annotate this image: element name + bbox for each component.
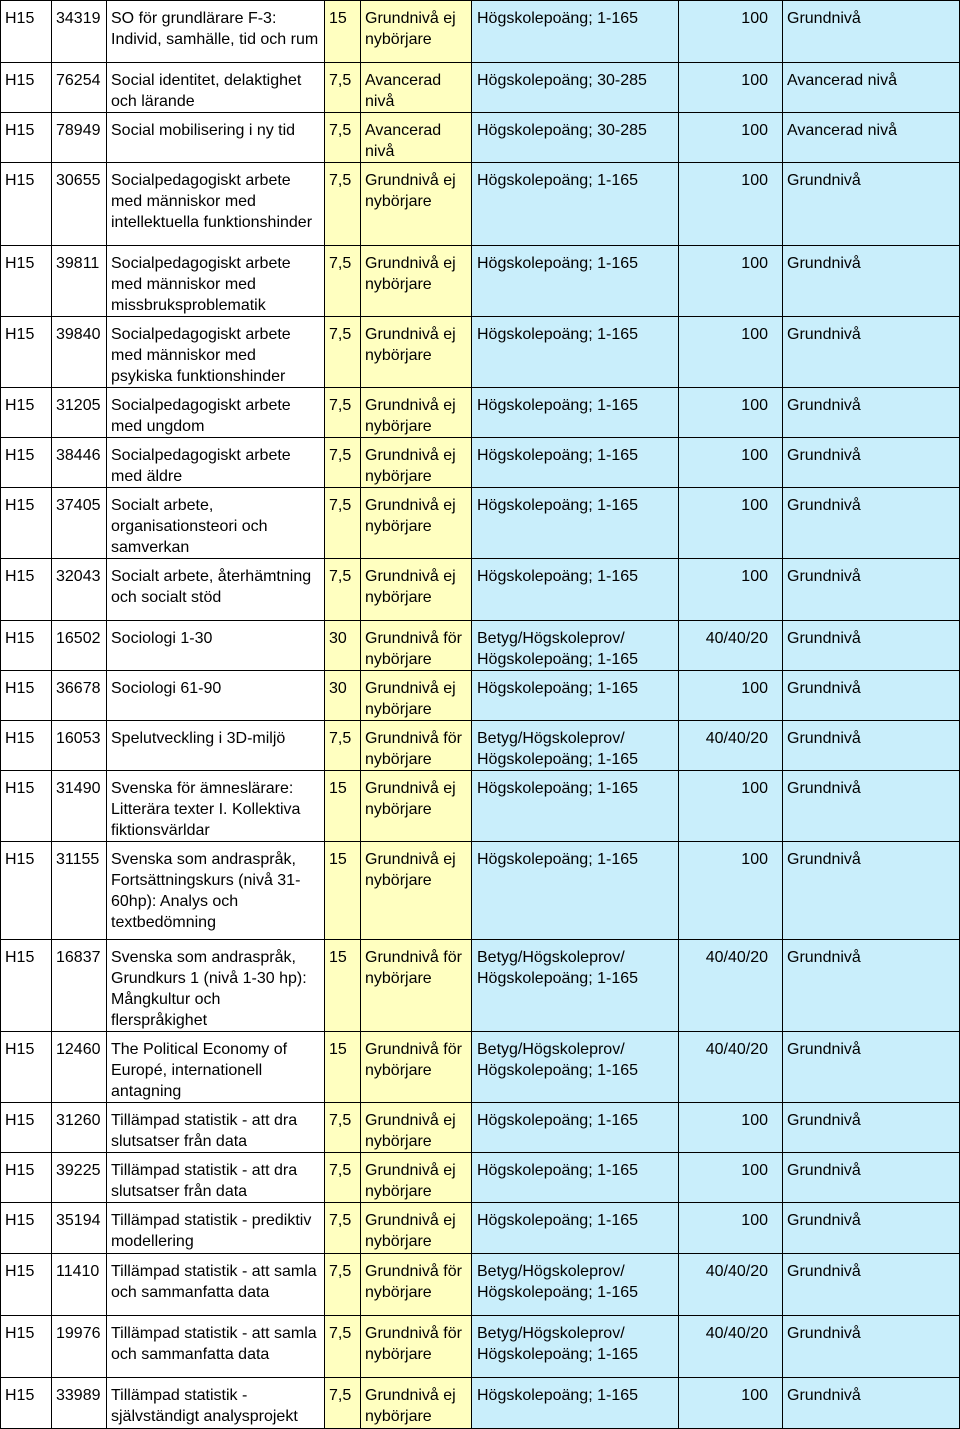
points-cell: 100 — [679, 438, 783, 488]
level-cell: Grundnivå — [783, 1032, 960, 1103]
term-cell: H15 — [1, 671, 52, 721]
course-code-cell: 78949 — [52, 113, 107, 163]
table-row — [1, 842, 960, 940]
level-cell: Avancerad nivå — [783, 113, 960, 163]
course-code-cell: 31260 — [52, 1103, 107, 1153]
table-row — [1, 1, 960, 63]
course-level-cell: Grundnivå för nybörjare — [361, 621, 472, 671]
requirement-cell: Betyg/Högskoleprov/ Högskolepoäng; 1-165 — [472, 621, 679, 671]
course-code-cell: 34319 — [52, 1, 107, 63]
credits-cell: 7,5 — [325, 559, 361, 621]
credits-cell: 7,5 — [325, 388, 361, 438]
level-cell: Grundnivå — [783, 317, 960, 388]
requirement-cell: Högskolepoäng; 1-165 — [472, 842, 679, 940]
points-cell: 100 — [679, 388, 783, 438]
credits-cell: 7,5 — [325, 488, 361, 559]
term-cell: H15 — [1, 1254, 52, 1316]
credits-cell: 7,5 — [325, 438, 361, 488]
credits-cell: 7,5 — [325, 317, 361, 388]
course-code-cell: 12460 — [52, 1032, 107, 1103]
term-cell: H15 — [1, 1153, 52, 1203]
table-row — [1, 113, 960, 163]
level-cell: Grundnivå — [783, 1254, 960, 1316]
term-cell: H15 — [1, 246, 52, 317]
course-code-cell: 31490 — [52, 771, 107, 842]
course-code-cell: 39840 — [52, 317, 107, 388]
level-cell: Grundnivå — [783, 1, 960, 63]
points-cell: 100 — [679, 488, 783, 559]
term-cell: H15 — [1, 163, 52, 246]
course-code-cell: 37405 — [52, 488, 107, 559]
requirement-cell: Högskolepoäng; 1-165 — [472, 771, 679, 842]
requirement-cell: Högskolepoäng; 1-165 — [472, 488, 679, 559]
table-row — [1, 1153, 960, 1203]
credits-cell: 30 — [325, 621, 361, 671]
credits-cell: 7,5 — [325, 1316, 361, 1378]
term-cell: H15 — [1, 488, 52, 559]
requirement-cell: Högskolepoäng; 1-165 — [472, 1103, 679, 1153]
term-cell: H15 — [1, 621, 52, 671]
course-level-cell: Grundnivå ej nybörjare — [361, 559, 472, 621]
course-name-cell: Socialpedagogiskt arbete med människor med intellektuella funktionshinder — [107, 163, 325, 246]
credits-cell: 15 — [325, 842, 361, 940]
points-cell: 100 — [679, 842, 783, 940]
points-cell: 100 — [679, 1153, 783, 1203]
term-cell: H15 — [1, 113, 52, 163]
table-row — [1, 317, 960, 388]
course-name-cell: Socialpedagogiskt arbete med äldre — [107, 438, 325, 488]
course-level-cell: Grundnivå ej nybörjare — [361, 842, 472, 940]
course-name-cell: Socialt arbete, återhämtning och socialt stöd — [107, 559, 325, 621]
requirement-cell: Högskolepoäng; 1-165 — [472, 163, 679, 246]
requirement-cell: Betyg/Högskoleprov/ Högskolepoäng; 1-165 — [472, 1032, 679, 1103]
course-name-cell: Tillämpad statistik - prediktiv modellering — [107, 1203, 325, 1254]
course-name-cell: SO för grundlärare F-3: Individ, samhälle, tid och rum — [107, 1, 325, 63]
points-cell: 40/40/20 — [679, 721, 783, 771]
requirement-cell: Högskolepoäng; 1-165 — [472, 559, 679, 621]
table-row — [1, 1254, 960, 1316]
points-cell: 40/40/20 — [679, 1032, 783, 1103]
course-code-cell: 16502 — [52, 621, 107, 671]
term-cell: H15 — [1, 771, 52, 842]
credits-cell: 15 — [325, 771, 361, 842]
credits-cell: 7,5 — [325, 1103, 361, 1153]
course-name-cell: Svenska som andraspråk, Fortsättningskurs (nivå 31-60hp): Analys och textbedömning — [107, 842, 325, 940]
course-level-cell: Grundnivå ej nybörjare — [361, 388, 472, 438]
requirement-cell: Högskolepoäng; 1-165 — [472, 438, 679, 488]
course-code-cell: 38446 — [52, 438, 107, 488]
course-level-cell: Grundnivå ej nybörjare — [361, 1153, 472, 1203]
requirement-cell: Högskolepoäng; 30-285 — [472, 63, 679, 113]
points-cell: 100 — [679, 671, 783, 721]
term-cell: H15 — [1, 1032, 52, 1103]
course-name-cell: Sociologi 1-30 — [107, 621, 325, 671]
credits-cell: 15 — [325, 940, 361, 1032]
requirement-cell: Högskolepoäng; 1-165 — [472, 671, 679, 721]
points-cell: 100 — [679, 113, 783, 163]
term-cell: H15 — [1, 940, 52, 1032]
level-cell: Grundnivå — [783, 1103, 960, 1153]
term-cell: H15 — [1, 721, 52, 771]
term-cell: H15 — [1, 1103, 52, 1153]
table-row — [1, 1203, 960, 1254]
table-row — [1, 163, 960, 246]
table-row — [1, 721, 960, 771]
course-name-cell: Svenska som andraspråk, Grundkurs 1 (nivå 1-30 hp): Mångkultur och flerspråkighet — [107, 940, 325, 1032]
points-cell: 100 — [679, 163, 783, 246]
points-cell: 100 — [679, 1, 783, 63]
level-cell: Grundnivå — [783, 671, 960, 721]
term-cell: H15 — [1, 1378, 52, 1429]
requirement-cell: Högskolepoäng; 30-285 — [472, 113, 679, 163]
requirement-cell: Högskolepoäng; 1-165 — [472, 388, 679, 438]
course-name-cell: Socialpedagogiskt arbete med människor med psykiska funktionshinder — [107, 317, 325, 388]
course-name-cell: Svenska för ämneslärare: Litterära texter I. Kollektiva fiktionsvärldar — [107, 771, 325, 842]
course-level-cell: Grundnivå ej nybörjare — [361, 488, 472, 559]
course-name-cell: Sociologi 61-90 — [107, 671, 325, 721]
credits-cell: 15 — [325, 1, 361, 63]
level-cell: Grundnivå — [783, 438, 960, 488]
points-cell: 100 — [679, 246, 783, 317]
level-cell: Grundnivå — [783, 1203, 960, 1254]
course-level-cell: Avancerad nivå — [361, 63, 472, 113]
level-cell: Grundnivå — [783, 621, 960, 671]
course-code-cell: 39225 — [52, 1153, 107, 1203]
requirement-cell: Betyg/Högskoleprov/ Högskolepoäng; 1-165 — [472, 1254, 679, 1316]
points-cell: 100 — [679, 1203, 783, 1254]
table-row — [1, 621, 960, 671]
course-code-cell: 76254 — [52, 63, 107, 113]
course-code-cell: 16053 — [52, 721, 107, 771]
table-row — [1, 1378, 960, 1429]
credits-cell: 7,5 — [325, 1378, 361, 1429]
course-name-cell: Tillämpad statistik - att dra slutsatser från data — [107, 1103, 325, 1153]
requirement-cell: Högskolepoäng; 1-165 — [472, 317, 679, 388]
level-cell: Grundnivå — [783, 1316, 960, 1378]
credits-cell: 7,5 — [325, 1203, 361, 1254]
points-cell: 100 — [679, 559, 783, 621]
course-name-cell: The Political Economy of Europé, internationell antagning — [107, 1032, 325, 1103]
level-cell: Grundnivå — [783, 1378, 960, 1429]
table-row — [1, 246, 960, 317]
points-cell: 100 — [679, 63, 783, 113]
level-cell: Grundnivå — [783, 842, 960, 940]
course-code-cell: 31155 — [52, 842, 107, 940]
course-name-cell: Tillämpad statistik - att samla och sammanfatta data — [107, 1254, 325, 1316]
table-row — [1, 438, 960, 488]
course-name-cell: Socialpedagogiskt arbete med ungdom — [107, 388, 325, 438]
table-row — [1, 388, 960, 438]
course-name-cell: Social identitet, delaktighet och lärande — [107, 63, 325, 113]
points-cell: 100 — [679, 1103, 783, 1153]
course-code-cell: 32043 — [52, 559, 107, 621]
course-level-cell: Grundnivå ej nybörjare — [361, 1203, 472, 1254]
points-cell: 40/40/20 — [679, 1254, 783, 1316]
term-cell: H15 — [1, 1316, 52, 1378]
term-cell: H15 — [1, 559, 52, 621]
table-row — [1, 559, 960, 621]
term-cell: H15 — [1, 1, 52, 63]
course-code-cell: 35194 — [52, 1203, 107, 1254]
course-name-cell: Tillämpad statistik - självständigt analysprojekt — [107, 1378, 325, 1429]
course-code-cell: 11410 — [52, 1254, 107, 1316]
course-level-cell: Grundnivå ej nybörjare — [361, 163, 472, 246]
course-level-cell: Avancerad nivå — [361, 113, 472, 163]
term-cell: H15 — [1, 317, 52, 388]
table-row — [1, 940, 960, 1032]
course-name-cell: Tillämpad statistik - att dra slutsatser från data — [107, 1153, 325, 1203]
course-code-cell: 16837 — [52, 940, 107, 1032]
course-level-cell: Grundnivå ej nybörjare — [361, 317, 472, 388]
points-cell: 100 — [679, 771, 783, 842]
term-cell: H15 — [1, 63, 52, 113]
table-row — [1, 1032, 960, 1103]
credits-cell: 7,5 — [325, 1254, 361, 1316]
points-cell: 40/40/20 — [679, 1316, 783, 1378]
table-row — [1, 671, 960, 721]
course-code-cell: 30655 — [52, 163, 107, 246]
credits-cell: 7,5 — [325, 721, 361, 771]
table-row — [1, 1103, 960, 1153]
term-cell: H15 — [1, 388, 52, 438]
level-cell: Grundnivå — [783, 246, 960, 317]
credits-cell: 7,5 — [325, 63, 361, 113]
course-level-cell: Grundnivå ej nybörjare — [361, 1, 472, 63]
table-row — [1, 488, 960, 559]
credits-cell: 30 — [325, 671, 361, 721]
points-cell: 40/40/20 — [679, 621, 783, 671]
requirement-cell: Betyg/Högskoleprov/ Högskolepoäng; 1-165 — [472, 1316, 679, 1378]
course-name-cell: Tillämpad statistik - att samla och sammanfatta data — [107, 1316, 325, 1378]
level-cell: Grundnivå — [783, 388, 960, 438]
points-cell: 100 — [679, 317, 783, 388]
credits-cell: 7,5 — [325, 246, 361, 317]
requirement-cell: Högskolepoäng; 1-165 — [472, 1203, 679, 1254]
requirement-cell: Högskolepoäng; 1-165 — [472, 1153, 679, 1203]
course-level-cell: Grundnivå för nybörjare — [361, 1254, 472, 1316]
level-cell: Grundnivå — [783, 163, 960, 246]
course-level-cell: Grundnivå för nybörjare — [361, 721, 472, 771]
course-name-cell: Spelutveckling i 3D-miljö — [107, 721, 325, 771]
course-level-cell: Grundnivå ej nybörjare — [361, 246, 472, 317]
term-cell: H15 — [1, 1203, 52, 1254]
points-cell: 100 — [679, 1378, 783, 1429]
requirement-cell: Högskolepoäng; 1-165 — [472, 246, 679, 317]
level-cell: Grundnivå — [783, 1153, 960, 1203]
course-name-cell: Socialt arbete, organisationsteori och samverkan — [107, 488, 325, 559]
credits-cell: 7,5 — [325, 1153, 361, 1203]
credits-cell: 7,5 — [325, 113, 361, 163]
level-cell: Grundnivå — [783, 721, 960, 771]
course-code-cell: 31205 — [52, 388, 107, 438]
requirement-cell: Högskolepoäng; 1-165 — [472, 1378, 679, 1429]
requirement-cell: Betyg/Högskoleprov/ Högskolepoäng; 1-165 — [472, 721, 679, 771]
level-cell: Avancerad nivå — [783, 63, 960, 113]
course-level-cell: Grundnivå för nybörjare — [361, 940, 472, 1032]
course-code-cell: 19976 — [52, 1316, 107, 1378]
course-name-cell: Social mobilisering i ny tid — [107, 113, 325, 163]
points-cell: 40/40/20 — [679, 940, 783, 1032]
course-code-cell: 33989 — [52, 1378, 107, 1429]
term-cell: H15 — [1, 842, 52, 940]
course-name-cell: Socialpedagogiskt arbete med människor med missbruksproblematik — [107, 246, 325, 317]
level-cell: Grundnivå — [783, 940, 960, 1032]
course-code-cell: 36678 — [52, 671, 107, 721]
course-level-cell: Grundnivå ej nybörjare — [361, 671, 472, 721]
credits-cell: 15 — [325, 1032, 361, 1103]
requirement-cell: Betyg/Högskoleprov/ Högskolepoäng; 1-165 — [472, 940, 679, 1032]
course-level-cell: Grundnivå för nybörjare — [361, 1032, 472, 1103]
course-level-cell: Grundnivå ej nybörjare — [361, 771, 472, 842]
credits-cell: 7,5 — [325, 163, 361, 246]
level-cell: Grundnivå — [783, 559, 960, 621]
level-cell: Grundnivå — [783, 488, 960, 559]
table-row — [1, 63, 960, 113]
requirement-cell: Högskolepoäng; 1-165 — [472, 1, 679, 63]
course-level-cell: Grundnivå för nybörjare — [361, 1316, 472, 1378]
course-level-cell: Grundnivå ej nybörjare — [361, 1378, 472, 1429]
term-cell: H15 — [1, 438, 52, 488]
course-level-cell: Grundnivå ej nybörjare — [361, 438, 472, 488]
course-code-cell: 39811 — [52, 246, 107, 317]
level-cell: Grundnivå — [783, 771, 960, 842]
table-row — [1, 771, 960, 842]
course-level-cell: Grundnivå ej nybörjare — [361, 1103, 472, 1153]
